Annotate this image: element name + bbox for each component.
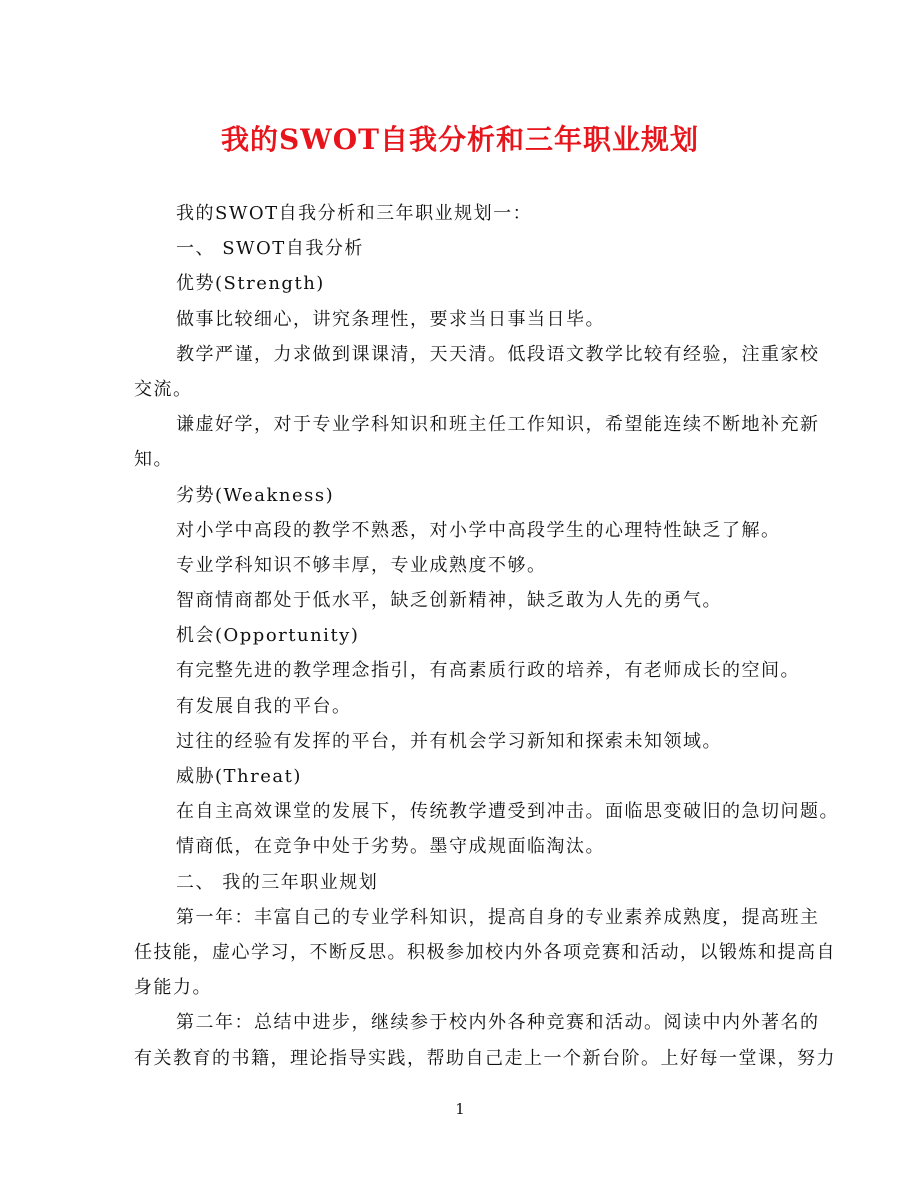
page-number: 1 [455, 1100, 465, 1118]
text-line: 一、 SWOT自我分析 [176, 238, 364, 260]
text-line: 交流。 [134, 378, 193, 400]
text-line: 专业学科知识不够丰厚，专业成熟度不够。 [176, 554, 547, 576]
text-line: 在自主高效课堂的发展下，传统教学遭受到冲击。面临思变破旧的急切问题。 [176, 801, 839, 823]
text-line: 我的SWOT自我分析和三年职业规划一： [176, 203, 533, 224]
document-body [134, 199, 839, 1079]
text-line: 智商情商都处于低水平，缺乏创新精神，缺乏敢为人先的勇气。 [176, 590, 722, 612]
paragraph [134, 586, 786, 621]
text-line: 第一年：丰富自己的专业学科知识，提高自身的专业素养成熟度，提高班主 [176, 906, 820, 928]
paragraph [134, 727, 786, 762]
paragraph [134, 340, 820, 410]
paragraph [134, 832, 786, 867]
paragraph [134, 305, 786, 340]
paragraph [134, 269, 786, 304]
text-line: 有关教育的书籍，理论指导实践，帮助自己走上一个新台阶。上好每一堂课，努力 [134, 1047, 836, 1069]
paragraph [134, 868, 786, 903]
text-line: 任技能，虚心学习，不断反思。积极参加校内外各项竞赛和活动，以锻炼和提高自 [134, 941, 836, 963]
paragraph [134, 516, 786, 551]
text-line: 做事比较细心，讲究条理性，要求当日事当日毕。 [176, 308, 605, 330]
paragraph [134, 903, 836, 1009]
text-line: 劣势(Weakness) [176, 484, 335, 506]
text-line: 情商低，在竞争中处于劣势。墨守成规面临淘汰。 [176, 836, 605, 858]
text-line: 有发展自我的平台。 [176, 695, 352, 717]
paragraph [134, 692, 786, 727]
paragraph [134, 656, 800, 691]
paragraph [134, 762, 786, 797]
paragraph [134, 481, 786, 516]
text-line: 谦虚好学，对于专业学科知识和班主任工作知识，希望能连续不断地补充新 [176, 414, 820, 436]
paragraph [134, 410, 820, 480]
paragraph [134, 1008, 836, 1078]
text-line: 优势(Strength) [176, 273, 325, 295]
paragraph [134, 621, 786, 656]
text-line: 过往的经验有发挥的平台，并有机会学习新知和探索未知领域。 [176, 730, 722, 752]
text-line: 有完整先进的教学理念指引，有高素质行政的培养，有老师成长的空间。 [176, 660, 800, 682]
paragraph [134, 551, 786, 586]
text-line: 对小学中高段的教学不熟悉，对小学中高段学生的心理特性缺乏了解。 [176, 519, 781, 541]
text-line: 机会(Opportunity) [176, 625, 360, 647]
text-line: 教学严谨，力求做到课课清，天天清。低段语文教学比较有经验，注重家校 [176, 343, 820, 365]
text-line: 第二年：总结中进步，继续参于校内外各种竞赛和活动。阅读中内外著名的 [176, 1012, 820, 1034]
text-line: 二、 我的三年职业规划 [176, 871, 379, 893]
paragraph [134, 199, 786, 234]
paragraph [134, 234, 786, 269]
paragraph [134, 797, 839, 832]
text-line: 威胁(Threat) [176, 766, 302, 787]
text-line: 知。 [134, 449, 173, 471]
document-title: 我的SWOT自我分析和三年职业规划 [221, 123, 699, 156]
text-line: 身能力。 [134, 977, 212, 999]
